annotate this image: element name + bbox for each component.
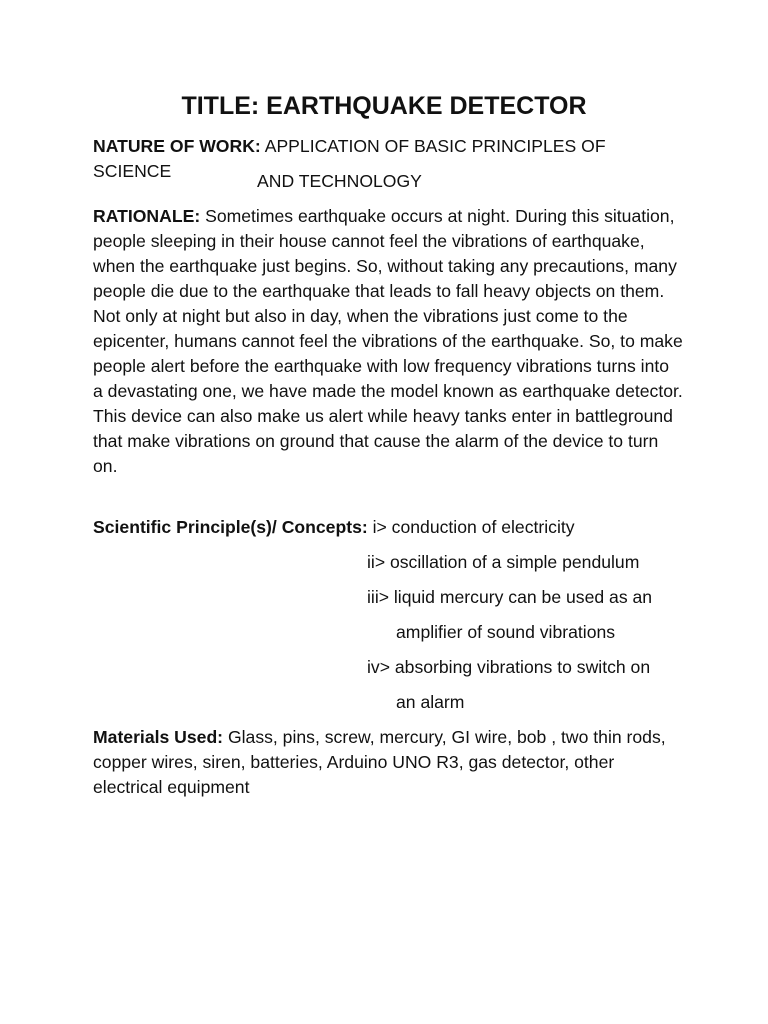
rationale-paragraph <box>93 204 683 479</box>
document-title: TITLE: EARTHQUAKE DETECTOR <box>181 92 587 120</box>
principle-item-2: ii> oscillation of a simple pendulum <box>367 552 640 572</box>
nature-of-work-text: APPLICATION OF BASIC PRINCIPLES OF SCIENCE <box>93 136 606 181</box>
materials-label: Materials Used: <box>93 727 224 747</box>
nature-of-work-continuation: AND TECHNOLOGY <box>257 171 422 191</box>
nature-of-work-label: NATURE OF WORK: <box>93 136 261 156</box>
rationale-label: RATIONALE: <box>93 206 201 226</box>
principles-label: Scientific Principle(s)/ Concepts: <box>93 517 368 537</box>
rationale-text: Sometimes earthquake occurs at night. During this situation, people sleeping in their house cannot feel the vibrations of earthquake, when the earthquake just begins. So, without taking any precautions, many people die due to the earthquake that leads to fall heavy objects on them. Not only at night but also in day, when the vibrations just come to the epicenter, humans cannot feel the vibrations of the earthquake. So, to make people alert before the earthquake with low frequency vibrations turns into a devastating one, we have made the model known as earthquake detector. This device can also make us alert while heavy tanks enter in battleground that make vibrations on ground that cause the alarm of the device to turn on. <box>93 206 683 476</box>
principle-item-3-line-1: iii> liquid mercury can be used as an <box>367 587 653 607</box>
materials-text: Glass, pins, screw, mercury, GI wire, bob , two thin rods, copper wires, siren, batteries, Arduino UNO R3, gas detector, other electrical equipment <box>93 727 666 797</box>
principles-paragraph <box>93 515 683 540</box>
materials-paragraph <box>93 725 683 800</box>
principle-item-4-line-1: iv> absorbing vibrations to switch on <box>367 657 651 677</box>
principle-item-4-line-2: an alarm <box>396 692 465 712</box>
principle-item-1: i> conduction of electricity <box>372 517 575 537</box>
principle-item-3-line-2: amplifier of sound vibrations <box>396 622 616 642</box>
